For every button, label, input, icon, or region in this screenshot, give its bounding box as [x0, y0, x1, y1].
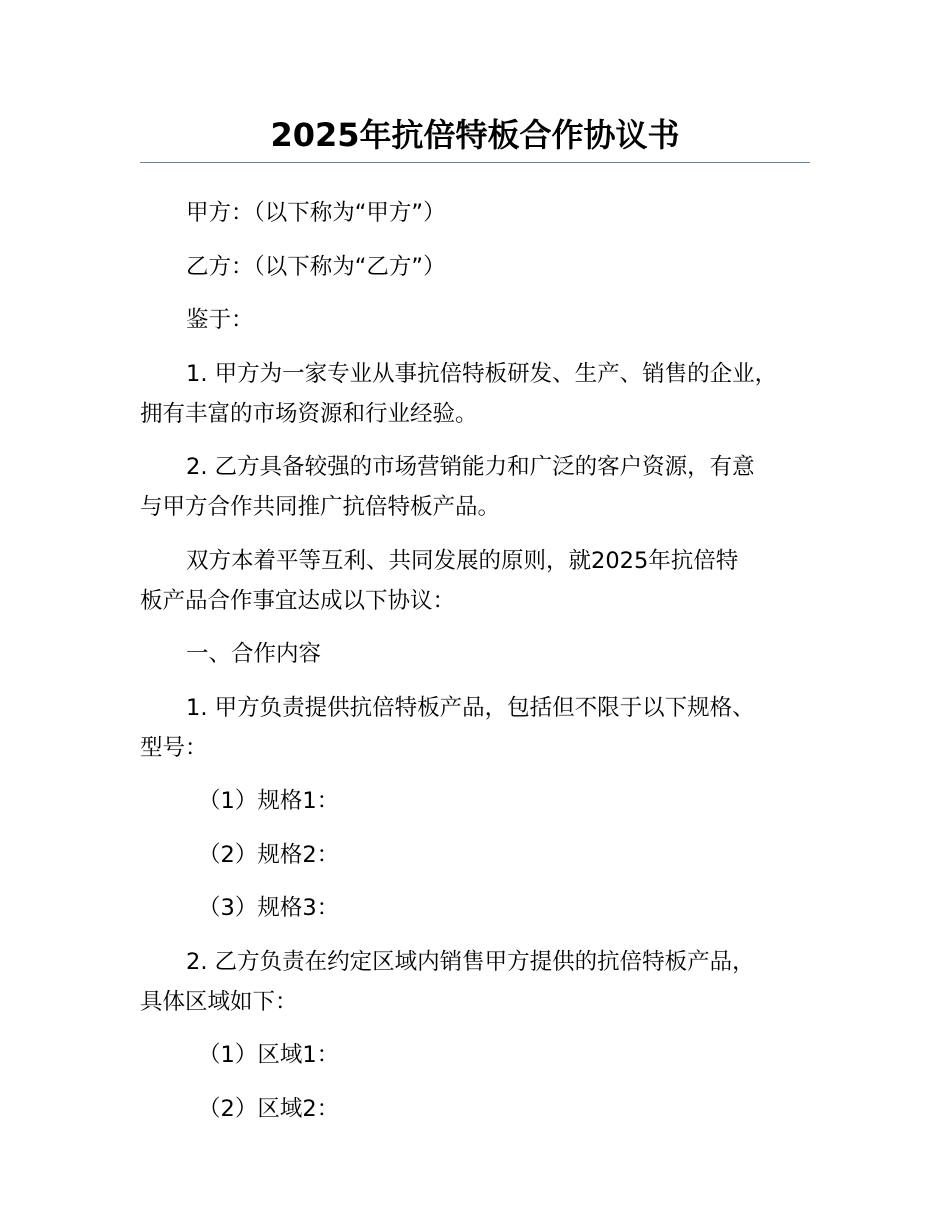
spec-3: （3）规格3：	[198, 895, 340, 921]
agreement-intro	[140, 541, 820, 621]
agreement-intro-line-1: 双方本着平等互利、共同发展的原则，就2025年抗倍特	[186, 547, 739, 574]
party-b-line: 乙方：（以下称为“乙方”）	[186, 253, 446, 280]
spec-2: （2）规格2：	[198, 841, 340, 868]
document-title: 2025年抗倍特板合作协议书	[270, 116, 680, 154]
region-1: （1）区域1：	[198, 1042, 340, 1068]
clause-1-line-1: 1. 甲方负责提供抗倍特板产品，包括但不限于以下规格、	[186, 694, 755, 721]
recital-2-line-1: 2. 乙方具备较强的市场营销能力和广泛的客户资源，有意	[186, 454, 755, 480]
region-2: （2）区域2：	[198, 1095, 340, 1122]
spec-1: （1）规格1：	[198, 788, 340, 814]
recital-2-line-2: 与甲方合作共同推广抗倍特板产品。	[140, 494, 501, 520]
clause-2	[140, 942, 820, 1022]
clause-2-line-2: 具体区域如下：	[140, 988, 298, 1015]
clause-2-line-1: 2. 乙方负责在约定区域内销售甲方提供的抗倍特板产品，	[186, 948, 755, 975]
clause-1	[140, 688, 820, 768]
agreement-intro-line-2: 板产品合作事宜达成以下协议：	[140, 587, 456, 614]
recital-1-line-1: 1. 甲方为一家专业从事抗倍特板研发、生产、销售的企业，	[186, 360, 778, 387]
whereas-line: 鉴于：	[186, 307, 254, 333]
recital-1-line-2: 拥有丰富的市场资源和行业经验。	[140, 400, 478, 427]
recital-2	[140, 447, 820, 527]
party-a-line: 甲方：（以下称为“甲方”）	[186, 200, 446, 226]
title-divider	[140, 162, 810, 163]
recital-1	[140, 354, 820, 434]
document-body	[140, 193, 820, 1142]
clause-1-line-2: 型号：	[140, 734, 208, 761]
section-1-heading: 一、合作内容	[186, 641, 322, 667]
